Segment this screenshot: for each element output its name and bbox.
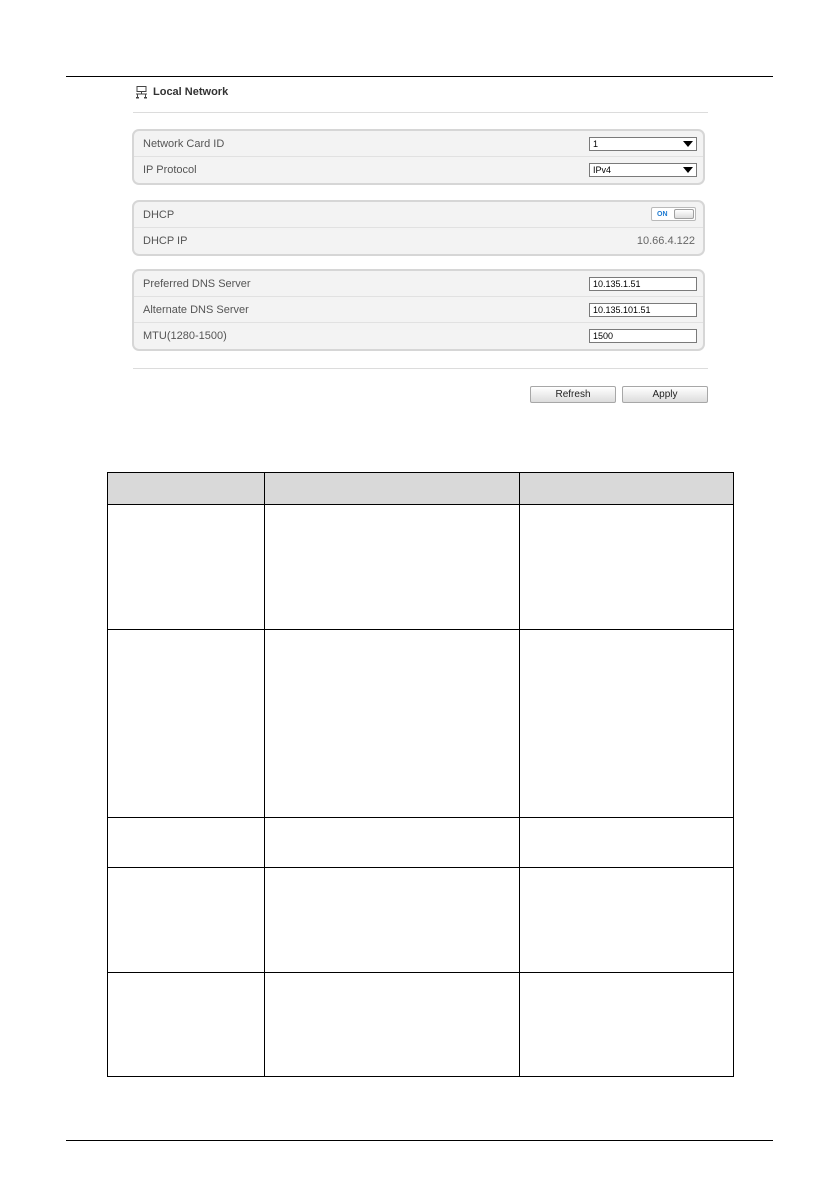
ip-protocol-select[interactable] (589, 163, 697, 177)
dhcp-toggle-state: ON (657, 211, 668, 218)
table-cell (520, 868, 734, 973)
table-cell (520, 630, 734, 818)
table-cell (520, 818, 734, 868)
network-card-id-label: Network Card ID (143, 138, 225, 150)
table-cell (108, 630, 265, 818)
table-cell (265, 505, 520, 630)
network-card-id-value: 1 (593, 139, 599, 149)
dhcp-group (132, 200, 705, 256)
table-row (108, 973, 734, 1077)
ip-protocol-label: IP Protocol (143, 164, 197, 176)
dns-group (132, 269, 705, 351)
dhcp-ip-value: 10.66.4.122 (636, 235, 695, 247)
table-header-cell (108, 473, 265, 505)
table-row (108, 630, 734, 818)
preferred-dns-row (134, 271, 703, 297)
ip-protocol-row (134, 157, 703, 183)
network-card-id-row (134, 131, 703, 157)
table-cell (108, 505, 265, 630)
alternate-dns-row (134, 297, 703, 323)
table-row (108, 505, 734, 630)
alternate-dns-input[interactable]: 10.135.101.51 (589, 303, 697, 317)
table-cell (265, 630, 520, 818)
table-row (108, 868, 734, 973)
table-cell (265, 868, 520, 973)
table-header-cell (265, 473, 520, 505)
chevron-down-icon (683, 167, 693, 173)
table-cell (265, 818, 520, 868)
parameter-table (107, 472, 734, 1077)
table-header-row (108, 473, 734, 505)
table-row (108, 818, 734, 868)
preferred-dns-input[interactable]: 10.135.1.51 (589, 277, 697, 291)
dhcp-row (134, 202, 703, 228)
header-divider (133, 112, 708, 113)
panel-title: Local Network (153, 86, 229, 98)
apply-button[interactable]: Apply (622, 386, 708, 403)
mtu-label: MTU(1280-1500) (143, 330, 227, 342)
dhcp-toggle[interactable] (651, 207, 696, 221)
network-icon (135, 86, 148, 99)
network-card-group (132, 129, 705, 185)
chevron-down-icon (683, 141, 693, 147)
table-cell (108, 868, 265, 973)
table-cell (108, 818, 265, 868)
table-cell (265, 973, 520, 1077)
panel-header (135, 82, 228, 102)
toggle-knob (674, 209, 694, 219)
refresh-button[interactable]: Refresh (530, 386, 616, 403)
table-cell (108, 973, 265, 1077)
page-top-rule (66, 76, 773, 77)
footer-divider (133, 368, 708, 369)
dhcp-ip-row (134, 228, 703, 254)
table-cell (520, 505, 734, 630)
preferred-dns-label: Preferred DNS Server (143, 278, 251, 290)
page-bottom-rule (66, 1140, 773, 1141)
network-card-id-select[interactable] (589, 137, 697, 151)
dhcp-label: DHCP (143, 209, 175, 221)
mtu-row (134, 323, 703, 349)
mtu-input[interactable]: 1500 (589, 329, 697, 343)
table-header-cell (520, 473, 734, 505)
alternate-dns-label: Alternate DNS Server (143, 304, 249, 316)
table-cell (520, 973, 734, 1077)
dhcp-ip-label: DHCP IP (143, 235, 188, 247)
ip-protocol-value: IPv4 (593, 165, 612, 175)
